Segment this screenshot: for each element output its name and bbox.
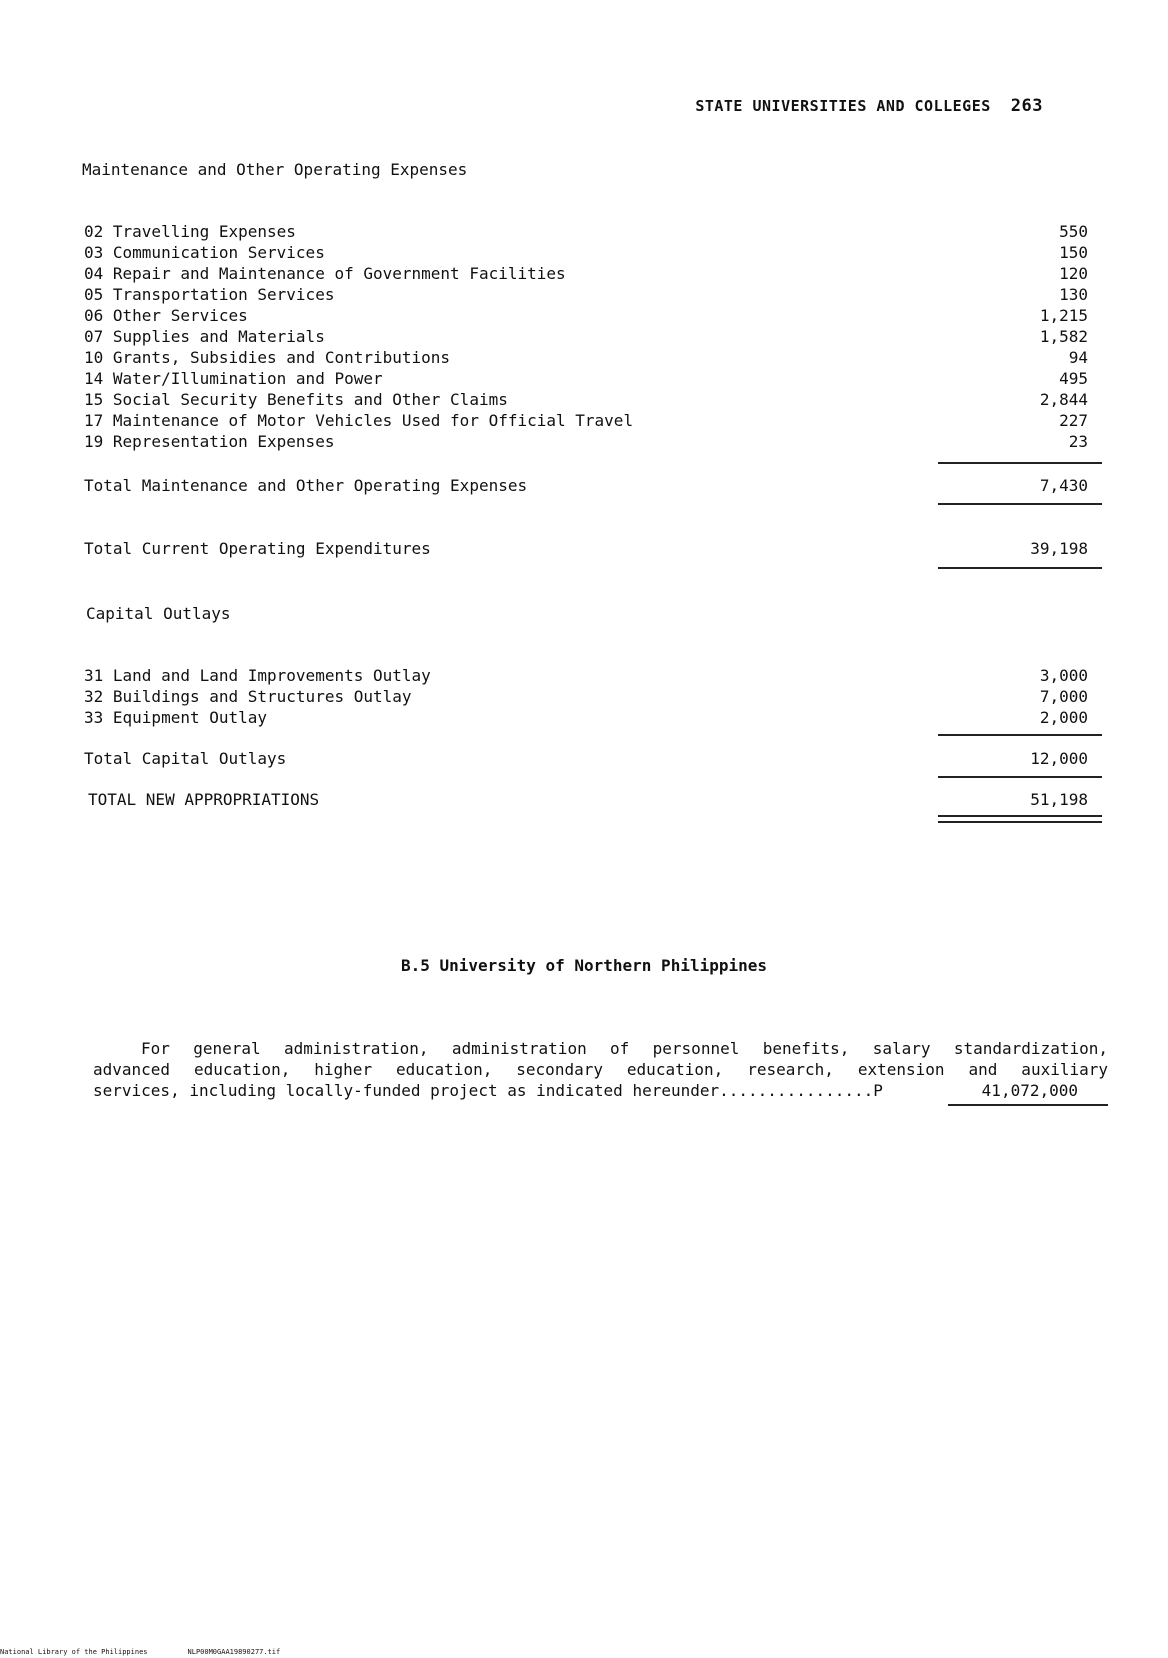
mooe-total-row: [84, 476, 1088, 497]
capital-total-rule: [938, 776, 1102, 778]
capital-heading: Capital Outlays: [86, 604, 231, 623]
mooe-item-value: 495: [1059, 369, 1088, 388]
mooe-item-label: 15 Social Security Benefits and Other Claims: [84, 390, 508, 409]
mooe-item-label: 07 Supplies and Materials: [84, 327, 325, 346]
mooe-total-label: Total Maintenance and Other Operating Expenses: [84, 476, 528, 495]
mooe-total-rule: [938, 503, 1102, 505]
current-operating-value: 39,198: [1030, 539, 1088, 558]
mooe-item-label: 04 Repair and Maintenance of Government Facilities: [84, 264, 566, 283]
mooe-item-value: 150: [1059, 243, 1088, 262]
mooe-item-label: 05 Transportation Services: [84, 285, 335, 304]
grand-total-row: [88, 790, 1092, 811]
mooe-item-value: 1,215: [1039, 306, 1088, 325]
mooe-item-label: 06 Other Services: [84, 306, 248, 325]
mooe-heading: Maintenance and Other Operating Expenses: [82, 160, 468, 179]
mooe-item-row: [84, 369, 1088, 390]
current-operating-row: [84, 539, 1088, 560]
capital-item-value: 3,000: [1039, 666, 1088, 685]
mooe-item-value: 550: [1059, 222, 1088, 241]
header-title: STATE UNIVERSITIES AND COLLEGES: [695, 97, 991, 115]
capital-item-label: 31 Land and Land Improvements Outlay: [84, 666, 431, 685]
paragraph-line-3: [93, 1080, 1108, 1101]
mooe-total-value: 7,430: [1039, 476, 1088, 495]
capital-item-row: [84, 666, 1088, 687]
mooe-item-row: [84, 390, 1088, 411]
current-operating-rule: [938, 567, 1102, 569]
capital-item-row: [84, 708, 1088, 729]
mooe-item-row: [84, 306, 1088, 327]
running-header: [695, 96, 1043, 116]
appropriation-amount: 41,072,000: [981, 1081, 1078, 1100]
section-b5-paragraph: [93, 1038, 1108, 1101]
mooe-item-row: [84, 327, 1088, 348]
grand-total-double-rule: [938, 815, 1102, 823]
capital-subtotal-rule: [938, 734, 1102, 736]
capital-total-value: 12,000: [1030, 749, 1088, 768]
mooe-item-label: 02 Travelling Expenses: [84, 222, 296, 241]
mooe-item-label: 19 Representation Expenses: [84, 432, 335, 451]
grand-total-value: 51,198: [1030, 790, 1088, 809]
mooe-item-row: [84, 432, 1088, 453]
mooe-item-label: 03 Communication Services: [84, 243, 325, 262]
current-operating-label: Total Current Operating Expenditures: [84, 539, 431, 558]
mooe-item-label: 17 Maintenance of Motor Vehicles Used for Official Travel: [84, 411, 634, 430]
scan-footer: [0, 1648, 320, 1656]
footer-file: NLP00M0GAA19890277.tif: [187, 1648, 281, 1656]
capital-item-label: 32 Buildings and Structures Outlay: [84, 687, 412, 706]
grand-total-label: TOTAL NEW APPROPRIATIONS: [88, 790, 320, 809]
mooe-item-value: 227: [1059, 411, 1088, 430]
mooe-item-label: 10 Grants, Subsidies and Contributions: [84, 348, 451, 367]
paragraph-line-3-text: services, including locally-funded project as indicated hereunder................P: [93, 1081, 883, 1100]
capital-total-row: [84, 749, 1088, 770]
mooe-item-value: 2,844: [1039, 390, 1088, 409]
mooe-item-row: [84, 411, 1088, 432]
mooe-item-row: [84, 222, 1088, 243]
amount-underline: [948, 1104, 1108, 1106]
paragraph-line-2: advanced education, higher education, secondary education, research, extension and auxiliary: [93, 1060, 1108, 1079]
capital-item-label: 33 Equipment Outlay: [84, 708, 268, 727]
capital-item-value: 2,000: [1039, 708, 1088, 727]
section-b5-title: B.5 University of Northern Philippines: [400, 956, 768, 975]
mooe-item-row: [84, 264, 1088, 285]
capital-item-value: 7,000: [1039, 687, 1088, 706]
mooe-item-value: 23: [1068, 432, 1088, 451]
mooe-item-value: 120: [1059, 264, 1088, 283]
mooe-item-row: [84, 348, 1088, 369]
capital-total-label: Total Capital Outlays: [84, 749, 287, 768]
mooe-item-label: 14 Water/Illumination and Power: [84, 369, 383, 388]
mooe-item-value: 94: [1068, 348, 1088, 367]
mooe-item-value: 1,582: [1039, 327, 1088, 346]
mooe-item-row: [84, 285, 1088, 306]
capital-item-row: [84, 687, 1088, 708]
footer-library: National Library of the Philippines: [0, 1648, 148, 1656]
paragraph-line-1: For general administration, administration of personnel benefits, salary standardization,: [141, 1039, 1108, 1058]
mooe-subtotal-rule: [938, 462, 1102, 464]
mooe-item-value: 130: [1059, 285, 1088, 304]
page-number: 263: [1010, 96, 1043, 116]
mooe-item-row: [84, 243, 1088, 264]
